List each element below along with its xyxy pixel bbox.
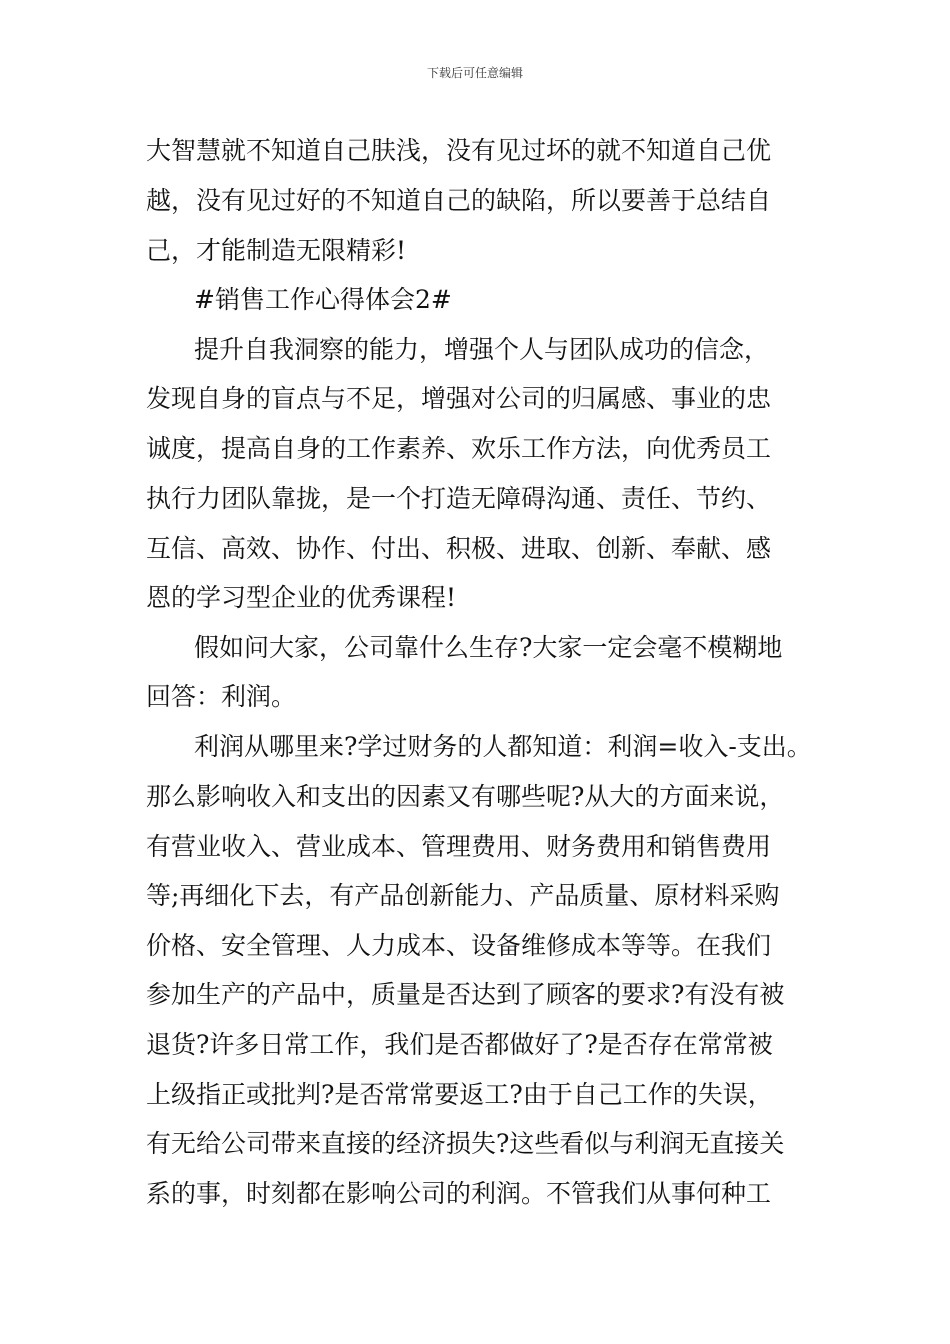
text-line: 上级指正或批判?是否常常要返工?由于自己工作的失误， [146,1080,773,1109]
text-line: 等;再细化下去，有产品创新能力、产品质量、原材料采购 [146,881,780,910]
text-line: 参加生产的产品中，质量是否达到了顾客的要求?有没有被 [146,980,785,1009]
text-line: 越，没有见过好的不知道自己的缺陷，所以要善于总结自 [146,186,772,215]
text-line: 有营业收入、营业成本、管理费用、财务费用和销售费用 [146,832,772,861]
text-line: 大智慧就不知道自己肤浅，没有见过坏的就不知道自己优 [146,136,772,165]
text-line: 利润从哪里来?学过财务的人都知道：利润=收入-支出。 [194,732,812,761]
page-header: 下载后可任意编辑 [426,66,523,80]
section-heading: #销售工作心得体会2# [194,285,452,314]
text-line: 提升自我洞察的能力，增强个人与团队成功的信念， [194,335,770,364]
text-line: 假如问大家，公司靠什么生存?大家一定会毫不模糊地 [194,633,783,662]
text-line: 价格、安全管理、人力成本、设备维修成本等等。在我们 [146,931,772,960]
text-line: 回答：利润。 [146,682,297,711]
text-line: 有无给公司带来直接的经济损失?这些看似与利润无直接关 [146,1129,785,1158]
text-line: 恩的学习型企业的优秀课程! [146,583,457,612]
text-line: 执行力团队靠拢，是一个打造无障碍沟通、责任、节约、 [146,484,772,513]
text-line: 互信、高效、协作、付出、积极、进取、创新、奉献、感 [146,534,772,563]
text-line: 系的事，时刻都在影响公司的利润。不管我们从事何种工 [146,1179,772,1208]
text-line: 己，才能制造无限精彩! [146,236,407,265]
text-line: 发现自身的盲点与不足，增强对公司的归属感、事业的忠 [146,384,772,413]
text-line: 退货?许多日常工作，我们是否都做好了?是否存在常常被 [146,1030,773,1059]
text-line: 诚度，提高自身的工作素养、欢乐工作方法，向优秀员工 [146,434,772,463]
text-line: 那么影响收入和支出的因素又有哪些呢?从大的方面来说， [146,782,785,811]
